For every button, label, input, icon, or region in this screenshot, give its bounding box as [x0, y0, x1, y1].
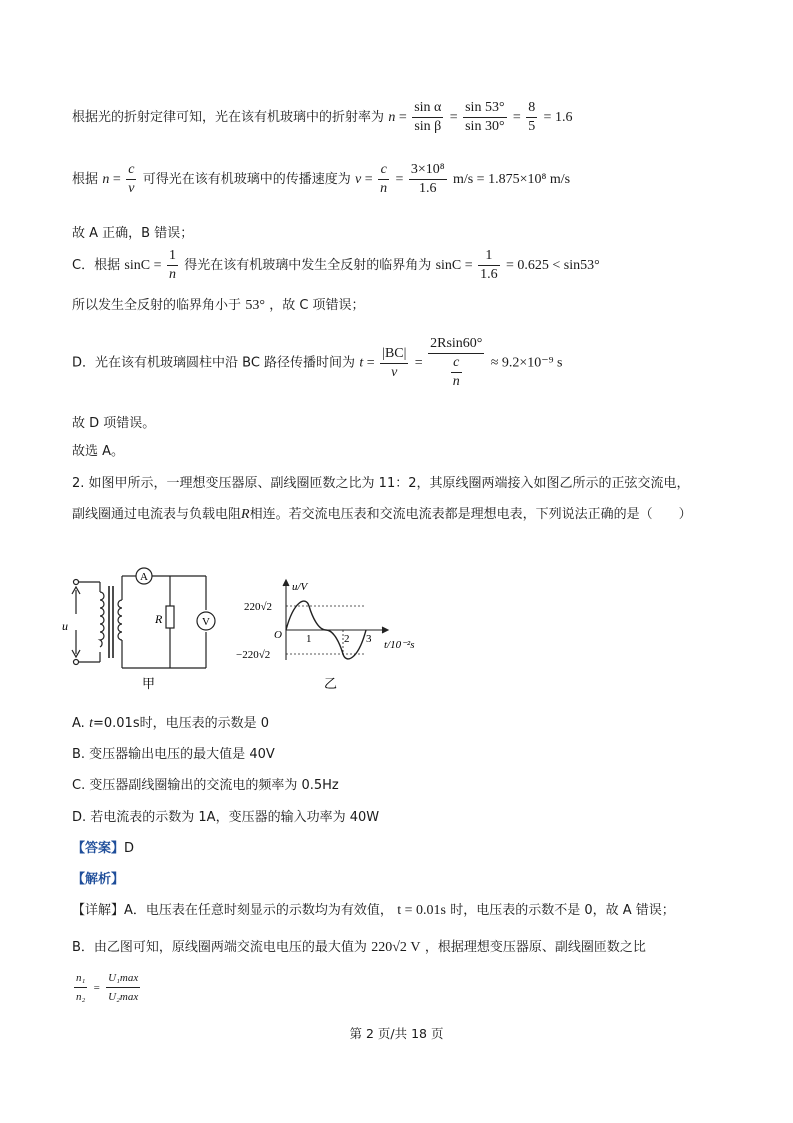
page-footer: 第 2 页/共 18 页: [349, 1026, 444, 1041]
tick-1: 1: [306, 633, 312, 645]
den: 1.6: [419, 181, 437, 196]
peak-voltage: 220√2 V: [371, 940, 421, 955]
angle: 53°: [245, 298, 265, 313]
text: C．根据: [72, 258, 121, 273]
result: = 1.6: [543, 110, 573, 125]
text: =0.01s时，电压表的示数是 0: [92, 716, 269, 731]
detail-tag: 【详解】: [72, 903, 125, 918]
detail-line: [72, 899, 675, 919]
var-n: n: [102, 172, 110, 187]
num: c: [451, 355, 462, 373]
den: n: [168, 267, 176, 282]
text: 根据光的折射定律可知，光在该有机玻璃中的折射率为: [72, 110, 385, 125]
fraction: [74, 970, 87, 1005]
fraction: [409, 162, 447, 197]
result: = 0.625 < sin53°: [505, 258, 600, 273]
analysis-tag: 【解析】: [72, 872, 125, 887]
ammeter-label: A: [140, 571, 148, 583]
circuit-and-waveform-figure: [60, 560, 440, 700]
conclusion-d: 故 D 项错误。: [72, 416, 156, 431]
answer-value: D: [124, 841, 135, 856]
den: n: [452, 374, 460, 389]
fraction: [463, 100, 506, 135]
fraction: [478, 248, 500, 283]
num: 3×10⁸: [409, 162, 447, 180]
den: U₂max: [108, 991, 139, 1003]
fraction: [167, 248, 178, 283]
var-t: t: [359, 355, 364, 371]
num: 8: [526, 100, 537, 118]
terminal-bottom: [74, 660, 79, 665]
text: ，根据理想变压器原、副线圈匝数之比: [424, 940, 646, 955]
den: v: [128, 181, 135, 196]
answer-line: [72, 837, 134, 856]
resistor-label: R: [155, 612, 163, 626]
den: v: [391, 364, 398, 380]
question-2-line2: [72, 503, 692, 523]
fraction: [378, 162, 389, 197]
answer-tag: 【答案】: [72, 841, 125, 856]
text: 副线圈通过电流表与负载电阻: [72, 507, 242, 522]
num: 1: [478, 248, 500, 266]
num: 1: [167, 248, 178, 266]
den: 1.6: [480, 267, 498, 282]
refraction-index-line: 根据光的折射定律可知，光在该有机玻璃中的折射率为 n = $\frac{\text{sin α}}{\text{sin β}}$ = $\frac{\sin 53^\circ}{\sin 30^\circ}$ = $\frac{8}{5}$ = 1.6: [72, 100, 573, 134]
detail-b-line: [72, 936, 646, 956]
option-c: C. 变压器副线圈输出的交流电的频率为 0.5Hz: [72, 778, 339, 793]
axis-y-label: u/V: [292, 581, 308, 593]
fraction: [526, 100, 537, 135]
var-v: v: [355, 172, 362, 187]
num: sin 53°: [463, 100, 506, 118]
den: [428, 354, 484, 390]
var-t: t: [89, 716, 93, 731]
den: sin 30°: [465, 119, 505, 134]
text: A．电压表在任意时刻显示的示数均为有效值，: [124, 903, 393, 918]
figure-yi-label: 乙: [324, 677, 338, 692]
voltmeter-label: V: [202, 616, 210, 628]
text: D．光在该有机玻璃圆柱中沿 BC 路径传播时间为: [72, 355, 356, 371]
sinC: sinC: [435, 258, 462, 273]
option-b: B. 变压器输出电压的最大值是 40V: [72, 747, 275, 762]
num: sin α: [412, 100, 443, 118]
analysis-line: [72, 868, 124, 887]
text: 可得光在该有机玻璃中的传播速度为: [142, 172, 351, 187]
sinC: sinC: [124, 258, 151, 273]
text: 根据: [72, 172, 99, 187]
num: c: [378, 162, 389, 180]
choose-a: 故选 A。: [72, 444, 125, 459]
den: sin β: [414, 119, 442, 134]
ratio-formula: $\frac{\text{n₁}}{\text{n₂}}$ = $\frac{\text{U₁max}}{\text{U₂max}}$: [76, 972, 139, 1003]
fraction: [412, 100, 443, 135]
fraction: [428, 336, 484, 390]
num: n₁: [74, 970, 87, 988]
u-label: u: [62, 619, 68, 633]
num: c: [126, 162, 136, 180]
time-line: D．光在该有机玻璃圆柱中沿 BC 路径传播时间为 t = $\frac{|BC|}{v}$ = $\frac{2Rsin60^\circ}{\frac{c}{n}}$ ≈ 9.2×10⁻⁹ s: [72, 336, 563, 389]
var-R: R: [241, 507, 250, 522]
terminal-top: [74, 580, 79, 585]
den: n: [380, 181, 388, 196]
origin-label: O: [274, 629, 282, 641]
den: n₂: [76, 991, 86, 1003]
result: m/s = 1.875×10⁸ m/s: [452, 172, 571, 187]
option-a: [72, 712, 269, 732]
text: 相连。若交流电压表和交流电流表都是理想电表，下列说法正确的是（ ）: [249, 507, 692, 522]
den: 5: [528, 119, 536, 134]
fraction: [126, 162, 136, 197]
tick-neg-label: −220√2: [236, 649, 271, 661]
time-value: t = 0.01s: [397, 903, 446, 918]
num: U₁max: [106, 970, 140, 988]
text: B．由乙图可知，原线圈两端交流电电压的最大值为: [72, 940, 367, 955]
text: ，故 C 项错误；: [269, 298, 365, 313]
axis-x-label: t/10⁻²s: [384, 639, 415, 651]
result: ≈ 9.2×10⁻⁹ s: [490, 355, 563, 371]
tick-3: 3: [366, 633, 372, 645]
fraction: [380, 346, 408, 381]
fraction: [106, 970, 140, 1005]
speed-line: 根据 n = $\frac{c}{v}$ 可得光在该有机玻璃中的传播速度为 v = $\frac{c}{n}$ = $\frac{\text{3×10⁸}}{1.6}$ m/s = 1.875×10⁸ m/s: [72, 162, 571, 196]
conclusion-ab: 故 A 正确，B 错误；: [72, 226, 194, 241]
tick-2: 2: [344, 633, 350, 645]
option-d: D. 若电流表的示数为 1A，变压器的输入功率为 40W: [72, 810, 380, 825]
text: 时，电压表的示数不是 0，故 A 错误；: [450, 903, 675, 918]
num: 2Rsin60°: [428, 336, 484, 354]
figure-jia-label: 甲: [142, 677, 156, 692]
text: A.: [72, 716, 85, 731]
angle-conclusion: [72, 294, 365, 314]
inner-fraction: [451, 355, 462, 390]
num: |BC|: [380, 346, 408, 364]
text: 得光在该有机玻璃中发生全反射的临界角为: [184, 258, 432, 273]
critical-angle-line: C．根据 sinC = $\frac{1}{n}$ 得光在该有机玻璃中发生全反射的临界角为 sinC = $\frac{1}{1.6}$ = 0.625 < sin53°: [72, 248, 600, 282]
tick-pos-label: 220√2: [244, 601, 273, 613]
text: 所以发生全反射的临界角小于: [72, 298, 242, 313]
question-2-line1: 2. 如图甲所示，一理想变压器原、副线圈匝数之比为 11：2，其原线圈两端接入如图乙所示的正弦交流电，: [72, 476, 690, 491]
var-n: n: [388, 110, 396, 125]
